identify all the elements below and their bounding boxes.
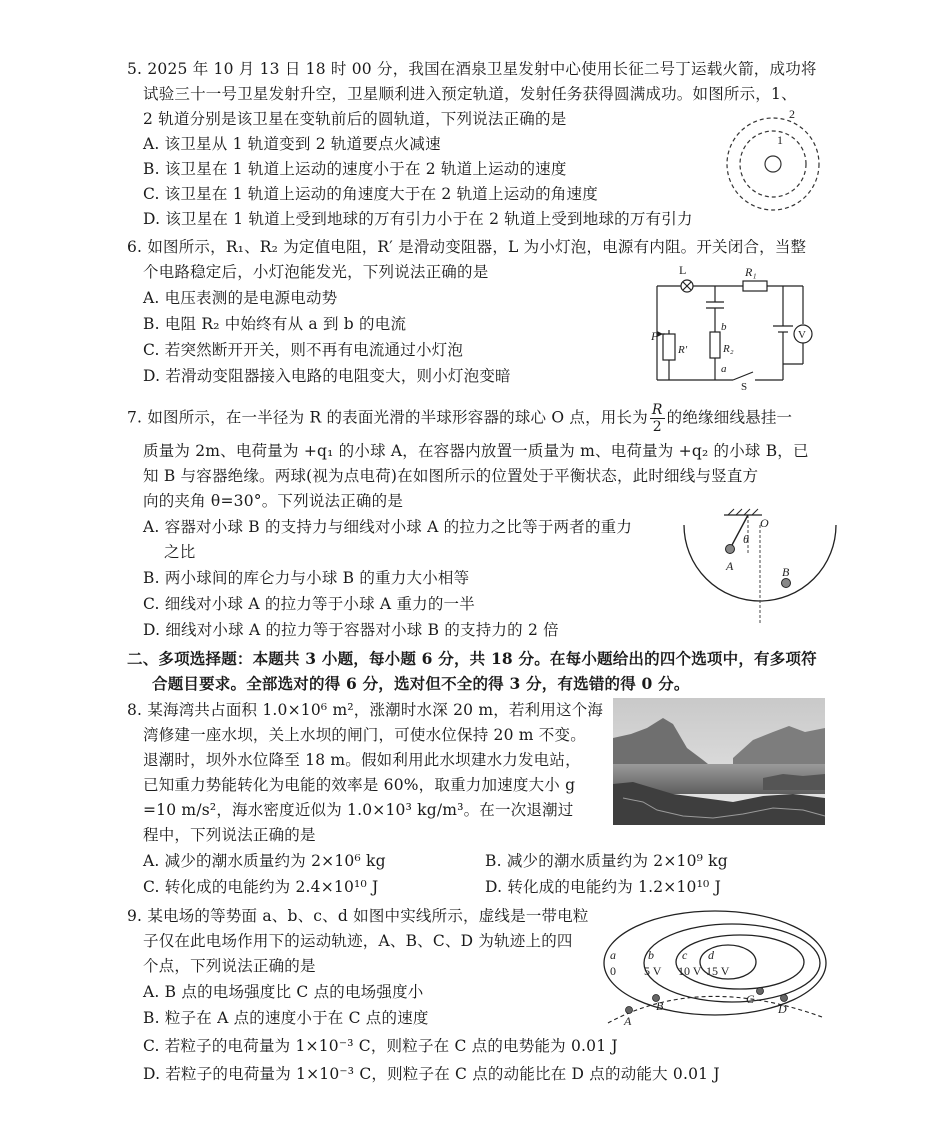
q7-stem-line-2: 质量为 2m、电荷量为 +q₁ 的小球 A，在容器内放置一质量为 m、电荷量为 +q₂ 的小球 B，已 (143, 442, 809, 460)
b-label: b (721, 321, 727, 333)
q5-option-d: D. 该卫星在 1 轨道上受到地球的万有引力小于在 2 轨道上受到地球的万有引力 (143, 210, 693, 228)
q5-stem-line-3: 2 轨道分别是该卫星在变轨前后的圆轨道，下列说法正确的是 (143, 110, 567, 128)
switch-label: S (741, 381, 748, 393)
q7-stem-part-a: 7. 如图所示，在一半径为 R 的表面光滑的半球形容器的球心 O 点，用长为 (127, 408, 648, 427)
trajectory (608, 996, 822, 1023)
rheostat-label: R′ (678, 344, 688, 356)
lamp-label: L (679, 263, 687, 277)
orbit-1-circle (740, 131, 806, 197)
q7-option-b: B. 两小球间的库仑力与小球 B 的重力大小相等 (143, 569, 470, 587)
q7-stem-line-1 (127, 402, 792, 435)
q5-option-b: B. 该卫星在 1 轨道上运动的速度小于在 2 轨道上运动的速度 (143, 160, 567, 178)
voltmeter-label: V (798, 329, 806, 341)
section2-heading-line-2: 合题目要求。全部选对的得 6 分，选对但不全的得 3 分，有选错的得 0 分。 (152, 674, 690, 693)
q9-option-c: C. 若粒子的电荷量为 1×10⁻³ C，则粒子在 C 点的电势能为 0.01 J (143, 1037, 618, 1055)
q6-option-b: B. 电阻 R₂ 中始终有从 a 到 b 的电流 (143, 315, 407, 333)
label-d: d (708, 948, 714, 962)
q8-option-a: A. 减少的潮水质量约为 2×10⁶ kg (143, 852, 386, 870)
rheostat (663, 334, 675, 360)
a-label: a (721, 363, 727, 375)
orbit-1-label: 1 (777, 133, 783, 147)
q6-circuit-figure (645, 262, 830, 392)
surface-a (604, 911, 826, 1015)
q7-stem-line-3: 知 B 与容器绝缘。两球(视为点电荷)在如图所示的位置处于平衡状态，此时细线与竖直方 (143, 467, 759, 485)
point-d (781, 995, 788, 1002)
o-label: O (760, 516, 769, 530)
orbit-2-circle (727, 118, 819, 210)
point-a (626, 1007, 633, 1014)
theta-label: θ (743, 532, 749, 546)
a-label: A (726, 559, 734, 573)
switch-blade (733, 372, 753, 380)
label-point-a: A (624, 1014, 632, 1028)
label-point-c: C (746, 992, 755, 1006)
section2-heading-line-1: 二、多项选择题：本题共 3 小题，每小题 6 分，共 18 分。在每小题给出的四个选项中，有多项符 (127, 649, 817, 668)
ball-b (782, 579, 791, 588)
q6-option-c: C. 若突然断开开关，则不再有电流通过小灯泡 (143, 341, 464, 359)
label-b: b (648, 948, 654, 962)
label-point-d: D (778, 1002, 787, 1016)
q7-fraction (650, 402, 665, 435)
q7-option-d: D. 细线对小球 A 的拉力等于容器对小球 B 的支持力的 2 倍 (143, 621, 559, 639)
q9-stem-line-1: 9. 某电场的等势面 a、b、c、d 如图中实线所示，虚线是一带电粒 (127, 907, 589, 925)
q7-stem-line-4: 向的夹角 θ=30°。下列说法正确的是 (143, 492, 404, 510)
q7-option-a: A. 容器对小球 B 的支持力与细线对小球 A 的拉力之比等于两者的重力 (143, 518, 633, 536)
r1-resistor (743, 281, 767, 291)
q5-stem-line-1: 5. 2025 年 10 月 13 日 18 时 00 分，我国在酒泉卫星发射中心使用长征二号丁运载火箭，成功将 (127, 60, 817, 78)
point-c (757, 988, 764, 995)
q8-stem-line-5: =10 m/s²，海水密度近似为 1.0×10³ kg/m³。在一次退潮过 (143, 801, 574, 819)
q6-stem-line-1: 6. 如图所示，R₁、R₂ 为定值电阻，R′ 是滑动变阻器，L 为小灯泡，电源有内阻。开关闭合，当整 (127, 238, 807, 256)
q8-stem-line-1: 8. 某海湾共占面积 1.0×10⁶ m²，涨潮时水深 20 m，若利用这个海 (127, 701, 604, 719)
b-label: B (782, 565, 790, 579)
q7-stem-part-b: 的绝缘细线悬挂一 (666, 408, 793, 427)
q9-option-d: D. 若粒子的电荷量为 1×10⁻³ C，则粒子在 C 点的动能比在 D 点的动能大 0.01 J (143, 1065, 720, 1083)
q8-stem-line-2: 湾修建一座水坝，关上水坝的闸门，可使水位保持 20 m 不变。 (143, 726, 586, 744)
p-label: P (651, 329, 659, 343)
q7-option-a-cont: 之比 (164, 543, 196, 561)
r1-label: R₁ (745, 265, 757, 279)
label-a-value: 0 (610, 964, 616, 978)
label-b-value: 5 V (644, 964, 662, 978)
q6-stem-line-2: 个电路稳定后，小灯泡能发光，下列说法正确的是 (143, 263, 489, 281)
r2-resistor (710, 332, 720, 358)
label-a: a (610, 948, 616, 962)
q9-option-a: A. B 点的电场强度比 C 点的电场强度小 (143, 983, 424, 1001)
q5-option-a: A. 该卫星从 1 轨道变到 2 轨道要点火减速 (143, 135, 441, 153)
q8-option-b: B. 减少的潮水质量约为 2×10⁹ kg (485, 852, 728, 870)
q6-option-d: D. 若滑动变阻器接入电路的电阻变大，则小灯泡变暗 (143, 367, 511, 385)
bay-photo (613, 698, 825, 825)
q5-orbit-figure (715, 108, 825, 208)
q8-option-c: C. 转化成的电能约为 2.4×10¹⁰ J (143, 878, 379, 896)
surface-c (676, 935, 804, 989)
q8-stem-line-4: 已知重力势能转化为电能的效率是 60%，取重力加速度大小 g (143, 776, 576, 794)
q7-hemisphere-figure (680, 505, 840, 625)
q9-equipotential-figure (600, 905, 830, 1030)
r2-label: R₂ (723, 343, 734, 355)
q9-stem-line-2: 子仅在此电场作用下的运动轨迹，A、B、C、D 为轨迹上的四 (143, 932, 573, 950)
q7-fraction-den: 2 (652, 419, 662, 435)
label-c-value: 10 V (678, 964, 702, 978)
q8-stem-line-3: 退潮时，坝外水位降至 18 m。假如利用此水坝建水力发电站， (143, 751, 581, 769)
ball-a (726, 545, 735, 554)
label-d-value: 15 V (706, 964, 730, 978)
q6-option-a: A. 电压表测的是电源电动势 (143, 289, 338, 307)
q8-option-d: D. 转化成的电能约为 1.2×10¹⁰ J (485, 878, 721, 896)
q7-option-c: C. 细线对小球 A 的拉力等于小球 A 重力的一半 (143, 595, 475, 613)
orbit-2-label: 2 (789, 107, 795, 121)
q8-stem-line-6: 程中，下列说法正确的是 (143, 826, 316, 844)
q9-option-b: B. 粒子在 A 点的速度小于在 C 点的速度 (143, 1009, 429, 1027)
earth-circle (765, 156, 781, 172)
q5-stem-line-2: 试验三十一号卫星发射升空，卫星顺利进入预定轨道，发射任务获得圆满成功。如图所示，1、 (143, 85, 797, 103)
label-point-b: B (656, 999, 664, 1013)
q9-stem-line-3: 个点，下列说法正确的是 (143, 957, 316, 975)
label-c: c (682, 948, 688, 962)
q5-option-c: C. 该卫星在 1 轨道上运动的角速度大于在 2 轨道上运动的角速度 (143, 185, 598, 203)
q7-fraction-num: R (651, 402, 663, 418)
